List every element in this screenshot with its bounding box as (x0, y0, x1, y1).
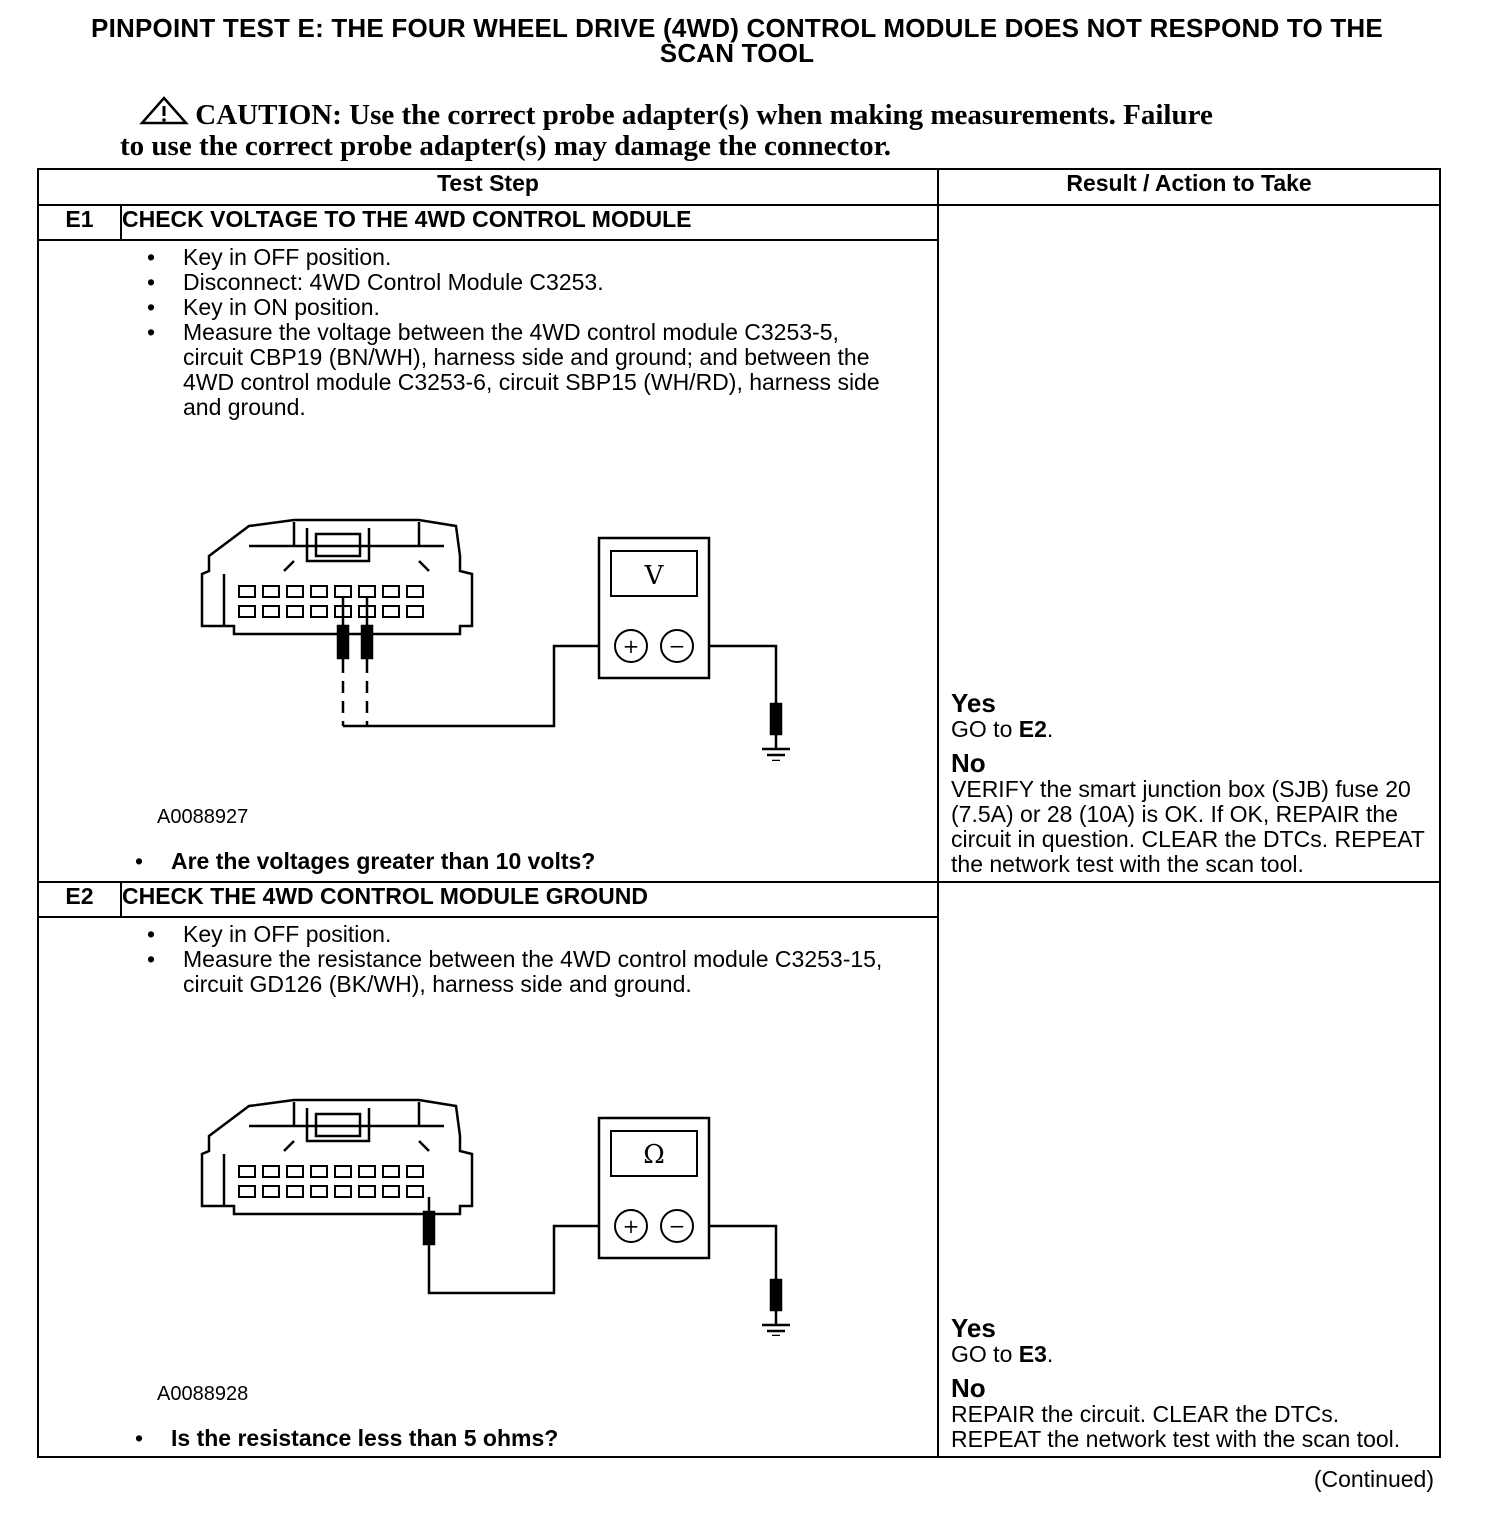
step-body-e2 (38, 917, 938, 1457)
list-item: • Disconnect: 4WD Control Module C3253. (133, 270, 937, 295)
meter-symbol-ohms: Ω (643, 1140, 665, 1170)
plus-terminal-label: + (622, 634, 640, 658)
result-cell-e1 (938, 205, 1440, 882)
step-title-e1: CHECK VOLTAGE TO THE 4WD CONTROL MODULE (121, 205, 938, 240)
yes-action-e2: GO to E3. (951, 1341, 1054, 1367)
test-probes (338, 597, 372, 726)
step-id-e1: E1 (38, 205, 121, 240)
no-label-e1: No (951, 748, 986, 778)
no-action-e2: REPAIR the circuit. CLEAR the DTCs. REPEAT the network test with the scan tool. (951, 1401, 1401, 1452)
page-title-line1: PINPOINT TEST E: THE FOUR WHEEL DRIVE (4WD) CONTROL MODULE DOES NOT RESPOND TO THE (91, 13, 1383, 43)
continued-label: (Continued) (1313, 1466, 1434, 1492)
no-action-e1: VERIFY the smart junction box (SJB) fuse 20 (7.5A) or 28 (10A) is OK. If OK, REPAIR the circuit in question. CLEAR the DTCs. REPEAT the network test with the scan tool. (951, 776, 1425, 877)
header-result-action: Result / Action to Take (938, 169, 1440, 205)
caution-notice (120, 96, 1360, 162)
page-title (30, 13, 1444, 68)
step-question-e1: • Are the voltages greater than 10 volts? (133, 849, 595, 874)
meter-leads (343, 646, 790, 761)
connector-pin-grid (239, 586, 423, 617)
test-probes (424, 1197, 434, 1256)
meter-symbol-volts: V (644, 561, 664, 591)
plus-terminal-label: + (622, 1214, 640, 1238)
yes-target-e1: E2 (1018, 716, 1047, 742)
step-title-e2: CHECK THE 4WD CONTROL MODULE GROUND (121, 882, 938, 917)
caution-text-line1: Use the correct probe adapter(s) when making measurements. Failure (349, 99, 1213, 131)
connector-pin-grid (239, 1166, 423, 1197)
list-item: • Key in OFF position. (133, 245, 937, 270)
result-cell-e2 (938, 882, 1440, 1457)
no-label-e2: No (951, 1373, 986, 1403)
header-test-step: Test Step (38, 169, 938, 205)
yes-label-e1: Yes (951, 688, 996, 718)
voltmeter (599, 538, 709, 678)
yes-action-e1: GO to E2. (951, 716, 1054, 742)
voltage-measurement-diagram (194, 516, 794, 761)
step-question-e2: • Is the resistance less than 5 ohms? (133, 1426, 558, 1451)
result-block-e1 (951, 690, 1435, 877)
figure-id-e1: A0088927 (157, 806, 249, 828)
step-id-e2: E2 (38, 882, 121, 917)
ohmmeter (599, 1118, 709, 1258)
minus-terminal-label: − (668, 634, 686, 658)
pinpoint-test-table (37, 168, 1441, 1458)
list-item: • Measure the resistance between the 4WD control module C3253-15, circuit GD126 (BK/WH), harness side and ground. (133, 947, 883, 997)
result-block-e2 (951, 1315, 1435, 1452)
yes-target-e2: E3 (1018, 1341, 1047, 1367)
minus-terminal-label: − (668, 1214, 686, 1238)
list-item: • Key in ON position. (133, 295, 937, 320)
caution-label: CAUTION: (195, 99, 342, 131)
step-bullets-e2 (133, 922, 937, 997)
list-item: • Key in OFF position. (133, 922, 937, 947)
caution-text-line2: to use the correct probe adapter(s) may damage the connector. (120, 130, 892, 162)
yes-label-e2: Yes (951, 1313, 996, 1343)
list-item: • Measure the voltage between the 4WD control module C3253-5, circuit CBP19 (BN/WH), harness side and ground; and between the 4WD control module C3253-6, circuit SBP15 (WH/RD), harness side and ground. (133, 320, 903, 420)
figure-id-e2: A0088928 (157, 1383, 249, 1405)
step-bullets-e1 (133, 245, 937, 420)
warning-triangle-icon (139, 96, 189, 126)
step-body-e1 (38, 240, 938, 882)
resistance-measurement-diagram (194, 1096, 794, 1336)
page-title-line2: SCAN TOOL (659, 38, 815, 68)
